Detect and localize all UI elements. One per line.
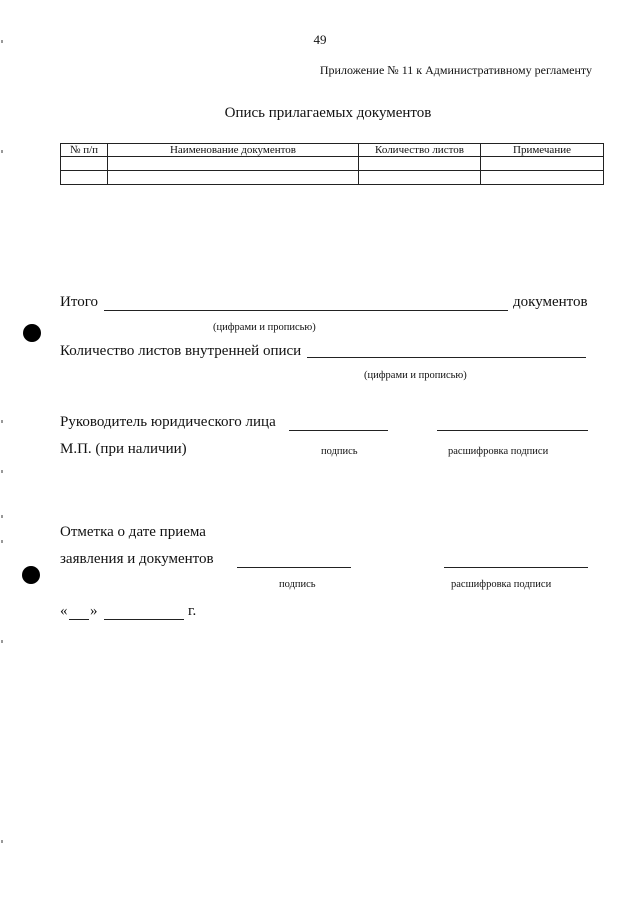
receipt-signature-hint: подпись [279, 579, 316, 590]
table-cell[interactable] [359, 157, 481, 171]
head-signature-hint: подпись [321, 446, 358, 457]
total-field[interactable] [104, 310, 508, 311]
table-cell[interactable] [481, 171, 604, 185]
date-month-field[interactable] [104, 619, 184, 620]
table-cell[interactable] [61, 171, 108, 185]
inner-sheets-field[interactable] [307, 357, 586, 358]
appendix-reference: Приложение № 11 к Административному регламенту [319, 63, 592, 77]
punch-hole [23, 324, 41, 342]
scan-edge-mark [1, 640, 3, 643]
col-header-document-name: Наименование документов [108, 144, 359, 157]
stamp-label: М.П. (при наличии) [60, 441, 187, 457]
scan-edge-mark [1, 40, 3, 43]
head-label: Руководитель юридического лица [60, 414, 276, 430]
page-number: 49 [313, 32, 327, 47]
total-suffix: документов [513, 294, 588, 310]
inner-sheets-hint: (цифрами и прописью) [364, 370, 467, 381]
total-hint: (цифрами и прописью) [213, 322, 316, 333]
scan-edge-mark [1, 840, 3, 843]
table-cell[interactable] [108, 171, 359, 185]
head-decoding-hint: расшифровка подписи [448, 446, 549, 457]
date-year-suffix: г. [188, 603, 197, 619]
inner-sheets-label: Количество листов внутренней описи [60, 343, 302, 359]
scan-edge-mark [1, 470, 3, 473]
scan-edge-mark [1, 420, 3, 423]
receipt-label-line2: заявления и документов [60, 551, 214, 567]
date-open-quote: « [60, 603, 68, 619]
punch-hole [22, 566, 40, 584]
date-day-field[interactable] [69, 619, 89, 620]
scan-edge-mark [1, 540, 3, 543]
head-decoding-field[interactable] [437, 430, 588, 431]
table-header-row [61, 144, 604, 157]
col-header-number: № п/п [61, 144, 108, 157]
documents-table [60, 143, 604, 185]
table-row [61, 157, 604, 171]
table-cell[interactable] [61, 157, 108, 171]
table-cell[interactable] [108, 157, 359, 171]
col-header-sheet-count: Количество листов [359, 144, 481, 157]
document-title: Опись прилагаемых документов [224, 105, 432, 121]
total-label: Итого [60, 294, 98, 310]
receipt-decoding-field[interactable] [444, 567, 588, 568]
scan-edge-mark [1, 515, 3, 518]
table-row [61, 171, 604, 185]
table-cell[interactable] [359, 171, 481, 185]
col-header-note: Примечание [481, 144, 604, 157]
receipt-decoding-hint: расшифровка подписи [451, 579, 552, 590]
receipt-label-line1: Отметка о дате приема [60, 524, 206, 540]
receipt-signature-field[interactable] [237, 567, 351, 568]
table-cell[interactable] [481, 157, 604, 171]
scan-edge-mark [1, 150, 3, 153]
date-close-quote: » [90, 603, 98, 619]
head-signature-field[interactable] [289, 430, 388, 431]
